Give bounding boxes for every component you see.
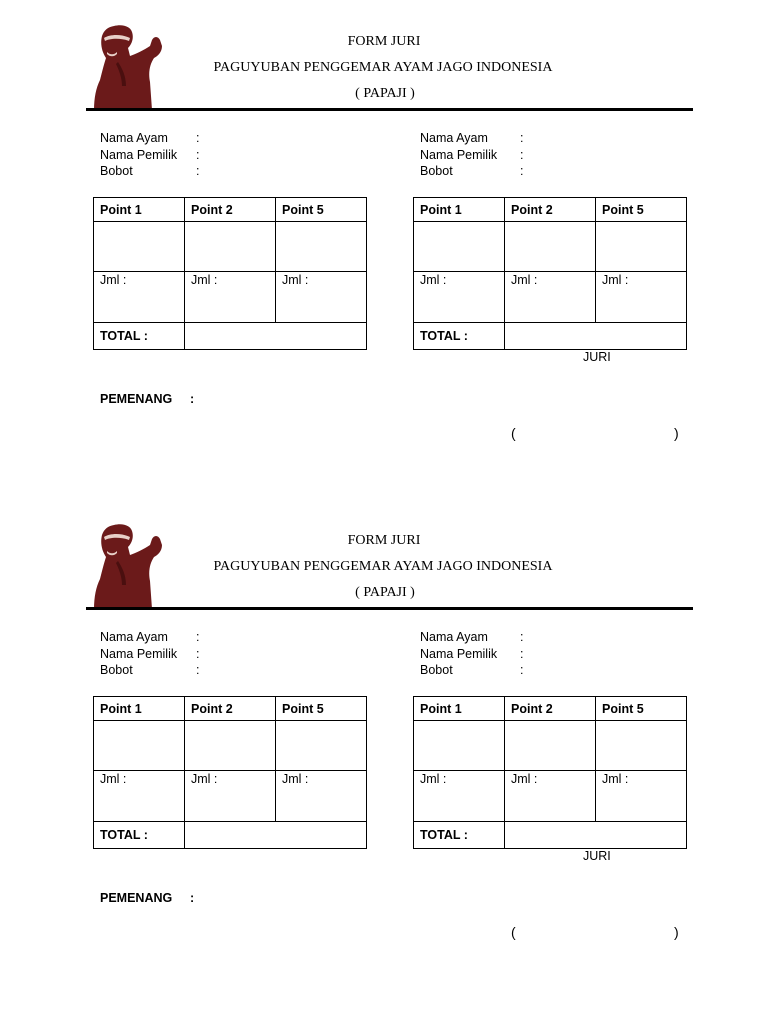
field-colon: : — [196, 131, 200, 145]
total-value-cell[interactable] — [505, 822, 687, 849]
field-label: Nama Pemilik — [100, 147, 178, 162]
winner-colon: : — [190, 392, 195, 406]
judge-label: JURI — [583, 849, 611, 863]
score-cell[interactable] — [505, 222, 596, 272]
organization-abbreviation: ( PAPAJI ) — [355, 86, 415, 101]
sum-cell[interactable]: Jml : — [185, 771, 276, 822]
point-header: Point 1 — [94, 697, 185, 721]
score-cell[interactable] — [596, 222, 687, 272]
sum-cell[interactable]: Jml : — [505, 272, 596, 323]
sum-cell[interactable]: Jml : — [94, 771, 185, 822]
score-cell[interactable] — [414, 222, 505, 272]
organization-name: PAGUYUBAN PENGGEMAR AYAM JAGO INDONESIA — [213, 559, 553, 574]
sum-cell[interactable]: Jml : — [596, 272, 687, 323]
score-cell[interactable] — [596, 721, 687, 771]
field-label: Nama Ayam — [100, 131, 168, 145]
field-colon: : — [196, 663, 200, 677]
signature-close-paren: ) — [674, 924, 679, 940]
field-label: Bobot — [100, 663, 133, 677]
total-value-cell[interactable] — [185, 323, 367, 350]
figure-silhouette-icon — [92, 22, 164, 110]
score-cell[interactable] — [505, 721, 596, 771]
total-label: TOTAL : — [94, 822, 185, 849]
total-label: TOTAL : — [414, 822, 505, 849]
score-cell[interactable] — [185, 721, 276, 771]
point-header: Point 2 — [505, 198, 596, 222]
field-colon: : — [196, 164, 200, 178]
judge-form — [0, 0, 768, 500]
judge-label: JURI — [583, 350, 611, 364]
score-cell[interactable] — [94, 222, 185, 272]
sum-cell[interactable]: Jml : — [185, 272, 276, 323]
field-label: Nama Pemilik — [100, 646, 178, 661]
score-cell[interactable] — [276, 222, 367, 272]
field-label: Bobot — [420, 663, 453, 677]
right-score-table — [413, 696, 687, 849]
winner-label: PEMENANG — [100, 392, 173, 406]
field-colon: : — [196, 630, 200, 644]
sum-cell[interactable]: Jml : — [505, 771, 596, 822]
total-value-cell[interactable] — [185, 822, 367, 849]
organization-name: PAGUYUBAN PENGGEMAR AYAM JAGO INDONESIA — [213, 60, 553, 75]
field-label: Bobot — [100, 164, 133, 178]
field-colon: : — [520, 131, 524, 145]
form-title: FORM JURI — [347, 533, 421, 548]
point-header: Point 2 — [185, 198, 276, 222]
field-label: Nama Pemilik — [420, 147, 498, 162]
sum-cell[interactable]: Jml : — [94, 272, 185, 323]
left-score-table — [93, 696, 367, 849]
point-header: Point 5 — [596, 198, 687, 222]
field-label: Nama Ayam — [420, 131, 488, 145]
field-colon: : — [196, 147, 200, 162]
sum-cell[interactable]: Jml : — [276, 771, 367, 822]
field-colon: : — [196, 646, 200, 661]
field-colon: : — [520, 663, 524, 677]
point-header: Point 2 — [505, 697, 596, 721]
total-label: TOTAL : — [414, 323, 505, 350]
score-cell[interactable] — [276, 721, 367, 771]
form-title: FORM JURI — [347, 34, 421, 49]
point-header: Point 5 — [596, 697, 687, 721]
field-colon: : — [520, 164, 524, 178]
field-colon: : — [520, 630, 524, 644]
winner-colon: : — [190, 891, 195, 905]
right-score-table — [413, 197, 687, 350]
organization-abbreviation: ( PAPAJI ) — [355, 585, 415, 600]
judge-form — [0, 499, 768, 999]
header-divider — [86, 607, 693, 610]
field-label: Bobot — [420, 164, 453, 178]
score-cell[interactable] — [185, 222, 276, 272]
sum-cell[interactable]: Jml : — [596, 771, 687, 822]
point-header: Point 1 — [414, 697, 505, 721]
left-score-table — [93, 197, 367, 350]
point-header: Point 1 — [414, 198, 505, 222]
point-header: Point 5 — [276, 697, 367, 721]
field-colon: : — [520, 646, 524, 661]
field-label: Nama Ayam — [100, 630, 168, 644]
point-header: Point 5 — [276, 198, 367, 222]
figure-silhouette-icon — [92, 521, 164, 609]
total-label: TOTAL : — [94, 323, 185, 350]
score-cell[interactable] — [94, 721, 185, 771]
field-colon: : — [520, 147, 524, 162]
signature-open-paren: ( — [511, 924, 516, 940]
sum-cell[interactable]: Jml : — [414, 272, 505, 323]
sum-cell[interactable]: Jml : — [276, 272, 367, 323]
total-value-cell[interactable] — [505, 323, 687, 350]
field-label: Nama Pemilik — [420, 646, 498, 661]
signature-close-paren: ) — [674, 425, 679, 441]
field-label: Nama Ayam — [420, 630, 488, 644]
score-cell[interactable] — [414, 721, 505, 771]
signature-open-paren: ( — [511, 425, 516, 441]
point-header: Point 2 — [185, 697, 276, 721]
winner-label: PEMENANG — [100, 891, 173, 905]
header-divider — [86, 108, 693, 111]
point-header: Point 1 — [94, 198, 185, 222]
sum-cell[interactable]: Jml : — [414, 771, 505, 822]
